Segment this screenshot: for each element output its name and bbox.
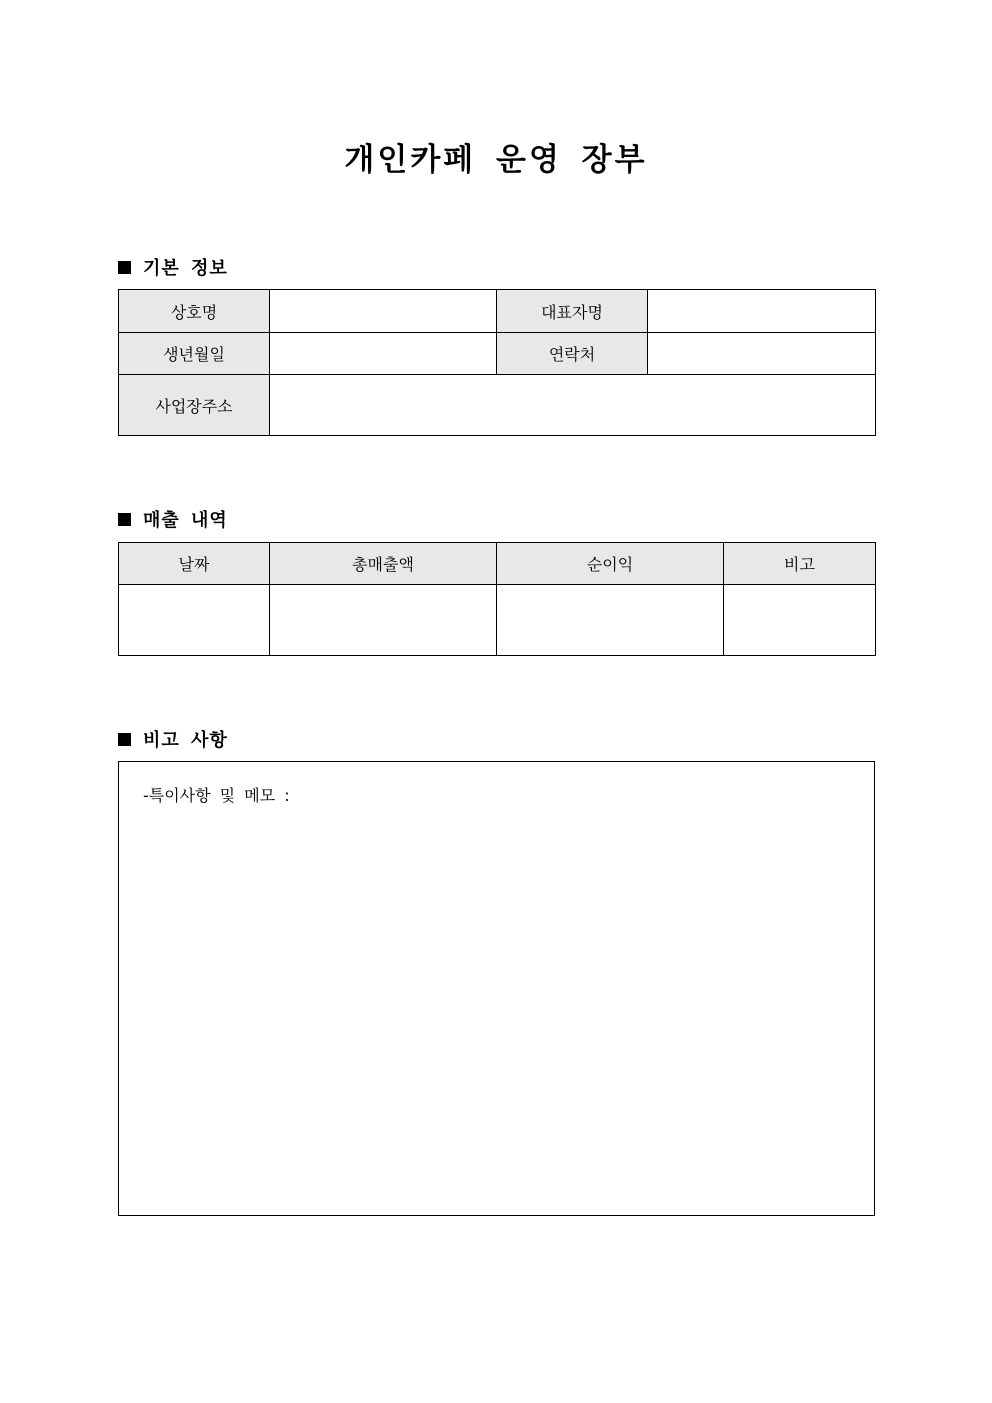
business-name-label: 상호명	[119, 290, 270, 333]
net-profit-cell[interactable]	[497, 585, 724, 656]
memo-label: -특이사항 및 메모 :	[143, 786, 290, 805]
contact-label: 연락처	[497, 333, 648, 375]
column-header-total-sales: 총매출액	[270, 543, 497, 585]
table-row	[119, 585, 876, 656]
table-row	[119, 333, 876, 375]
birth-date-label: 생년월일	[119, 333, 270, 375]
remarks-cell[interactable]	[724, 585, 876, 656]
square-bullet-icon	[118, 261, 131, 274]
section-heading-label: 기본 정보	[143, 258, 228, 279]
representative-label: 대표자명	[497, 290, 648, 333]
representative-field[interactable]	[648, 290, 876, 333]
column-header-net-profit: 순이익	[497, 543, 724, 585]
sales-table	[118, 542, 876, 656]
table-row	[119, 290, 876, 333]
birth-date-field[interactable]	[270, 333, 497, 375]
section-heading-label: 비고 사항	[143, 730, 228, 751]
section-heading-basic-info	[118, 254, 228, 280]
section-heading-sales	[118, 506, 228, 532]
square-bullet-icon	[118, 733, 131, 746]
date-cell[interactable]	[119, 585, 270, 656]
section-heading-remarks	[118, 726, 228, 752]
contact-field[interactable]	[648, 333, 876, 375]
business-name-field[interactable]	[270, 290, 497, 333]
table-row	[119, 375, 876, 436]
table-header-row	[119, 543, 876, 585]
column-header-date: 날짜	[119, 543, 270, 585]
page-title: 개인카페 운영 장부	[344, 142, 648, 178]
business-address-label: 사업장주소	[119, 375, 270, 436]
memo-box[interactable]	[118, 761, 875, 1216]
square-bullet-icon	[118, 513, 131, 526]
column-header-remarks: 비고	[724, 543, 876, 585]
business-address-field[interactable]	[270, 375, 876, 436]
total-sales-cell[interactable]	[270, 585, 497, 656]
section-heading-label: 매출 내역	[143, 510, 228, 531]
basic-info-table	[118, 289, 876, 436]
